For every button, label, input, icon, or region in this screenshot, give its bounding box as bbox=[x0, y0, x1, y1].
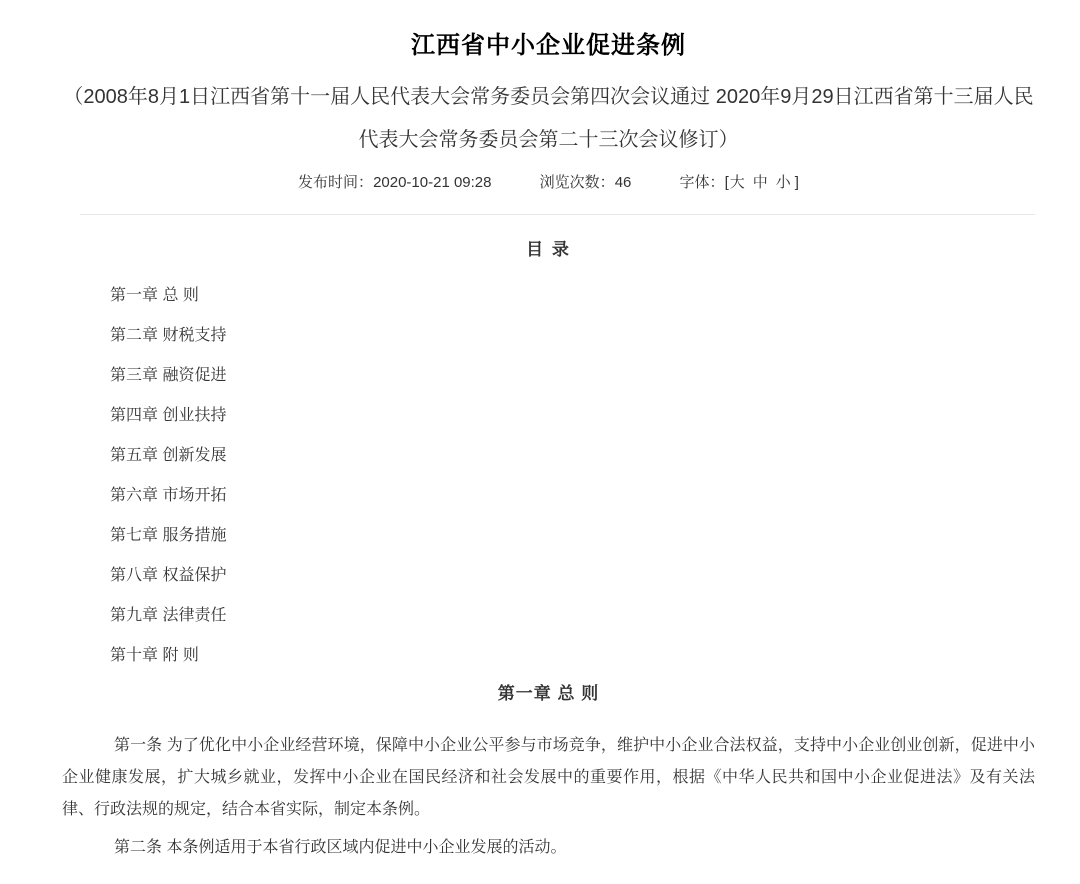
toc-item-chapter-4: 第四章 创业扶持 bbox=[110, 407, 227, 424]
toc-item-chapter-2: 第二章 财税支持 bbox=[110, 327, 227, 344]
toc-item-chapter-3: 第三章 融资促进 bbox=[110, 367, 227, 384]
view-count-label: 浏览次数： bbox=[539, 174, 615, 191]
publish-time-value: 2020-10-21 09:28 bbox=[373, 174, 492, 191]
page-title: 江西省中小企业促进条例 bbox=[411, 32, 686, 59]
font-size-bracket-open: [ bbox=[724, 174, 729, 191]
article-subtitle: （2008年8月1日江西省第十一届人民代表大会常务委员会第四次会议通过 2020年9月29日江西省第十三届人民代表大会常务委员会第二十三次会议修订） bbox=[63, 86, 1034, 151]
toc-item-chapter-9: 第九章 法律责任 bbox=[110, 607, 227, 624]
font-size-label: 字体： bbox=[679, 174, 725, 191]
divider bbox=[80, 214, 1035, 215]
article-meta-bar bbox=[62, 174, 1035, 192]
toc-item-chapter-1: 第一章 总 则 bbox=[110, 287, 199, 304]
view-count-group bbox=[540, 174, 632, 191]
font-size-control bbox=[680, 174, 799, 191]
font-size-bracket-close: ] bbox=[794, 174, 799, 191]
font-size-medium-button[interactable]: 中 bbox=[752, 174, 768, 191]
toc-item-chapter-10: 第十章 附 则 bbox=[110, 647, 199, 664]
toc-item-chapter-6: 第六章 市场开拓 bbox=[110, 487, 227, 504]
toc-item-chapter-7: 第七章 服务措施 bbox=[110, 527, 227, 544]
article-paragraph-2: 第二条 本条例适用于本省行政区域内促进中小企业发展的活动。 bbox=[114, 839, 567, 856]
font-size-small-button[interactable]: 小 bbox=[775, 174, 791, 191]
font-size-large-button[interactable]: 大 bbox=[729, 174, 745, 191]
publish-time-label: 发布时间： bbox=[298, 174, 374, 191]
publish-time-group bbox=[298, 174, 491, 191]
article-paragraph-1: 第一条 为了优化中小企业经营环境，保障中小企业公平参与市场竞争，维护中小企业合法权益，支持中小企业创业创新，促进中小企业健康发展，扩大城乡就业，发挥中小企业在国民经济和社会发展中的重要作用，根据《中华人民共和国中小企业促进法》及有关法律、行政法规的规定，结合本省实际，制定本条例。 bbox=[62, 737, 1035, 818]
chapter-1-heading: 第一章 总 则 bbox=[497, 684, 600, 703]
toc-list bbox=[62, 276, 1035, 676]
toc-item-chapter-8: 第八章 权益保护 bbox=[110, 567, 227, 584]
view-count-value: 46 bbox=[614, 174, 632, 191]
toc-item-chapter-5: 第五章 创新发展 bbox=[110, 447, 227, 464]
toc-heading: 目 录 bbox=[526, 240, 571, 259]
